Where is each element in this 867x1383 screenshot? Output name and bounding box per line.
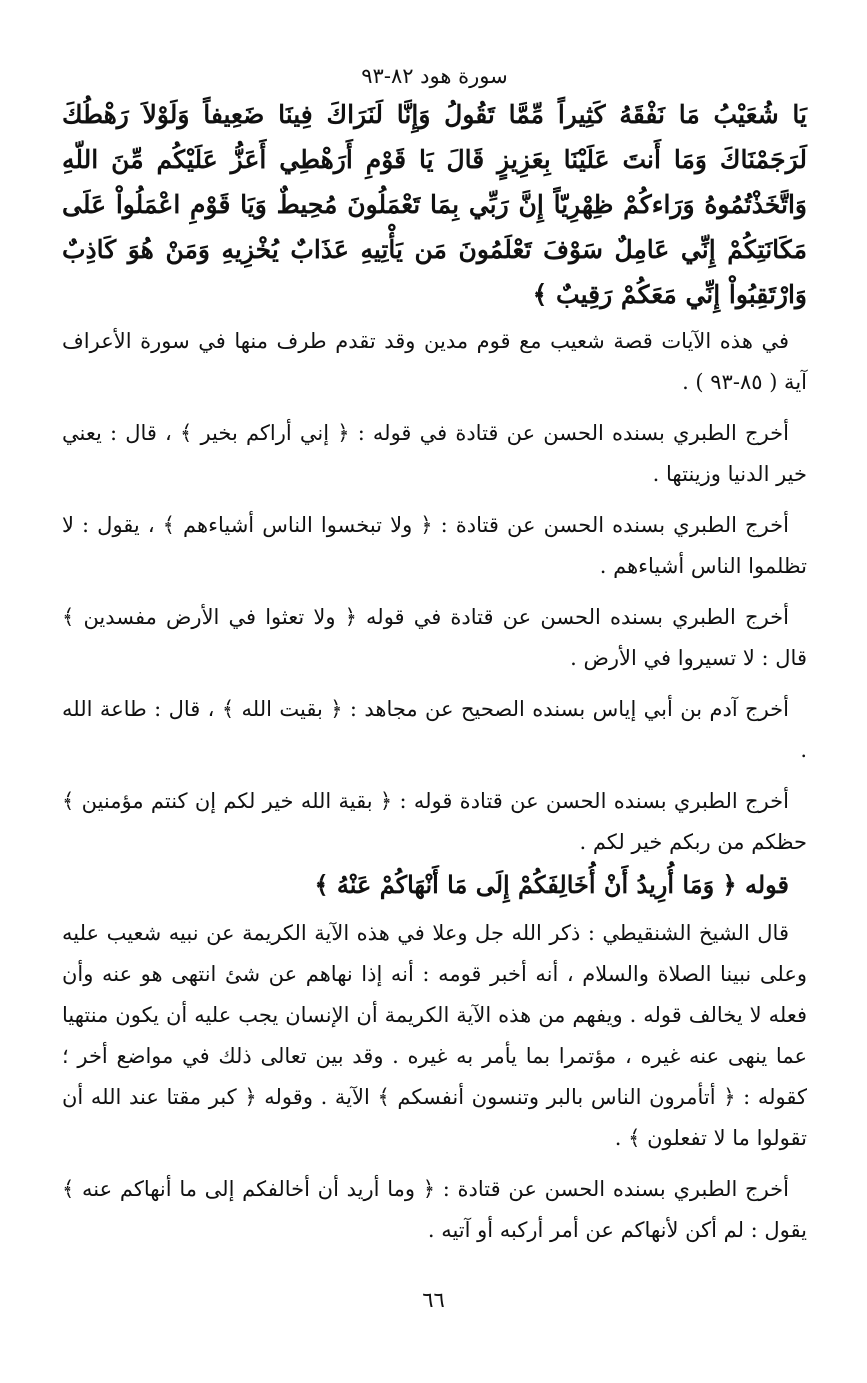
paragraph-shinqiti: قال الشيخ الشنقيطي : ذكر الله جل وعلا في هذه الآية الكريمة عن نبيه شعيب عليه وعلى نبينا الصلاة والسلام ، أنه أخبر قومه : أنه إذا نهاهم عن شئ انتهى هو عنه وأن فعله لا يخالف قوله . ويفهم من هذه الآية الكريمة أن الإنسان يجب عليه أن يكون منتهيا عما ينهى عنه غيره ، مؤتمرا بما يأمر به غيره . وقد بين تعالى ذلك في مواضع أخر ؛ كقوله : ﴿ أتأمرون الناس بالبر وتنسون أنفسكم ﴾ الآية . وقوله ﴿ كبر مقتا عند الله أن تقولوا ما لا تفعلون ﴾ . xyxy=(62,921,807,1150)
page-content xyxy=(62,62,807,1261)
paragraph-tabari-4: أخرج الطبري بسنده الحسن عن قتادة قوله : ﴿ بقية الله خير لكم إن كنتم مؤمنين ﴾ حظكم من ربكم خير لكم . xyxy=(62,789,807,854)
paragraph-tabari-2: أخرج الطبري بسنده الحسن عن قتادة : ﴿ ولا تبخسوا الناس أشياءهم ﴾ ، يقول : لا تظلموا الناس أشياءهم . xyxy=(62,513,807,578)
page-number: ٦٦ xyxy=(422,1288,445,1312)
paragraph-intro: في هذه الآيات قصة شعيب مع قوم مدين وقد تقدم طرف منها في سورة الأعراف آية ( ٨٥-٩٣ ) . xyxy=(62,329,807,394)
paragraph-mujahid: أخرج آدم بن أبي إياس بسنده الصحيح عن مجاهد : ﴿ بقيت الله ﴾ ، قال : طاعة الله . xyxy=(62,697,807,762)
paragraph-tabari-3: أخرج الطبري بسنده الحسن عن قتادة في قوله ﴿ ولا تعثوا في الأرض مفسدين ﴾ قال : لا تسيروا في الأرض . xyxy=(62,605,807,670)
section-heading: قوله ﴿ وَمَا أُرِيدُ أَنْ أُخَالِفَكُمْ إِلَى مَا أَنْهَاكُمْ عَنْهُ ﴾ xyxy=(314,870,789,899)
running-header: سورة هود ٨٢-٩٣ xyxy=(361,64,508,88)
paragraph-tabari-5: أخرج الطبري بسنده الحسن عن قتادة : ﴿ وما أريد أن أخالفكم إلى ما أنهاكم عنه ﴾ يقول : لم أكن لأنهاكم عن أمر أركبه أو آتيه . xyxy=(62,1177,807,1242)
quran-verse-block: يَا شُعَيْبُ مَا نَفْقَهُ كَثِيراً مِّمَّا تَقُولُ وَإِنَّا لَنَرَاكَ فِينَا ضَعِيفاً وَلَوْلاَ رَهْطُكَ لَرَجَمْنَاكَ وَمَا أَنتَ عَلَيْنَا بِعَزِيزٍ قَالَ يَا قَوْمِ أَرَهْطِي أَعَزُّ عَلَيْكُم مِّنَ اللّهِ وَاتَّخَذْتُمُوهُ وَرَاءكُمْ ظِهْرِيّاً إِنَّ رَبِّي بِمَا تَعْمَلُونَ مُحِيطٌ وَيَا قَوْمِ اعْمَلُواْ عَلَى مَكَانَتِكُمْ إِنِّي عَامِلٌ سَوْفَ تَعْلَمُونَ مَن يَأْتِيهِ عَذَابٌ يُخْزِيهِ وَمَنْ هُوَ كَاذِبٌ وَارْتَقِبُواْ إِنِّي مَعَكُمْ رَقِيبٌ ﴾ xyxy=(62,100,807,309)
paragraph-tabari-1: أخرج الطبري بسنده الحسن عن قتادة في قوله : ﴿ إني أراكم بخير ﴾ ، قال : يعني خير الدنيا وزينتها . xyxy=(62,421,807,486)
